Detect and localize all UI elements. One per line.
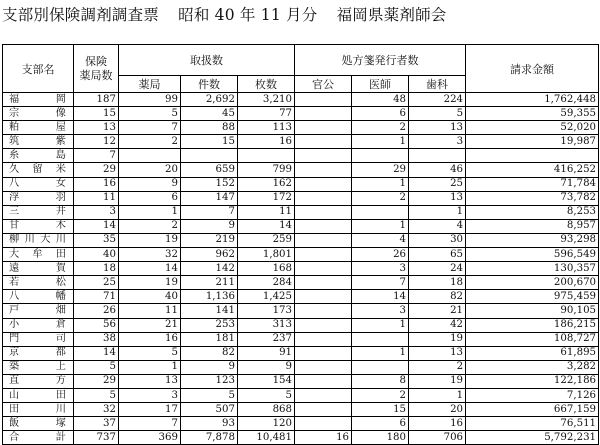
table-row: [3, 276, 599, 290]
handling-cases-cell: 88: [181, 121, 238, 135]
issuer-doctor-cell: 2: [352, 121, 409, 135]
table-row: [3, 233, 599, 247]
handling-sheets-cell: 168: [238, 262, 295, 276]
issuer-dentist-cell: 3: [409, 135, 466, 149]
branch-name-cell: 京 都: [3, 346, 74, 360]
issuer-doctor-cell: [352, 149, 409, 163]
handling-cases-cell: 152: [181, 177, 238, 191]
issuer-dentist-cell: 20: [409, 403, 466, 417]
issuer-public-cell: [295, 374, 352, 388]
claim-amount-cell: 52,020: [466, 121, 599, 135]
claim-amount-cell: 61,895: [466, 346, 599, 360]
handling-cases-cell: 1,136: [181, 290, 238, 304]
issuer-public-cell: [295, 360, 352, 374]
handling-pharmacies-cell: 1: [119, 360, 181, 374]
handling-cases-cell: 9: [181, 360, 238, 374]
claim-amount-cell: 76,511: [466, 417, 599, 431]
branch-name-cell: 門 司: [3, 332, 74, 346]
header-pharmacies: [74, 45, 119, 93]
claim-amount-cell: 59,355: [466, 107, 599, 121]
branch-name-cell: 三 井: [3, 205, 74, 219]
table-row: [3, 403, 599, 417]
handling-cases-cell: 9: [181, 219, 238, 233]
handling-cases-cell: 7,878: [181, 431, 238, 445]
branch-name-cell: 八 女: [3, 177, 74, 191]
claim-amount-cell: [466, 149, 599, 163]
handling-cases-cell: 181: [181, 332, 238, 346]
table-row: [3, 374, 599, 388]
header-handling-cases: 件数: [181, 76, 238, 93]
claim-amount-cell: 186,215: [466, 318, 599, 332]
branch-name-cell: 福 岡: [3, 93, 74, 107]
branch-name-cell: 大 牟 田: [3, 248, 74, 262]
handling-cases-cell: 659: [181, 163, 238, 177]
pharmacy-count-cell: 14: [74, 219, 119, 233]
table-row: [3, 262, 599, 276]
handling-pharmacies-cell: 7: [119, 121, 181, 135]
handling-sheets-cell: 113: [238, 121, 295, 135]
handling-cases-cell: 5: [181, 388, 238, 402]
claim-amount-cell: 596,549: [466, 248, 599, 262]
handling-pharmacies-cell: 5: [119, 107, 181, 121]
branch-name-cell: 戸 畑: [3, 304, 74, 318]
header-issuer-public: 官公: [295, 76, 352, 93]
table-row: [3, 149, 599, 163]
handling-sheets-cell: 1,801: [238, 248, 295, 262]
handling-cases-cell: 15: [181, 135, 238, 149]
handling-pharmacies-cell: 16: [119, 332, 181, 346]
issuer-doctor-cell: 7: [352, 276, 409, 290]
title-period: 昭和 40 年 11 月分: [178, 6, 318, 24]
handling-sheets-cell: 1,425: [238, 290, 295, 304]
handling-sheets-cell: [238, 149, 295, 163]
header-pharmacies-line: 薬局数: [79, 68, 113, 82]
header-issuer-doctor: 医師: [352, 76, 409, 93]
handling-sheets-cell: 868: [238, 403, 295, 417]
handling-sheets-cell: 5: [238, 388, 295, 402]
claim-amount-cell: 122,186: [466, 374, 599, 388]
table-row: [3, 107, 599, 121]
pharmacy-count-cell: 32: [74, 403, 119, 417]
issuer-public-cell: [295, 417, 352, 431]
issuer-dentist-cell: 706: [409, 431, 466, 445]
handling-pharmacies-cell: 20: [119, 163, 181, 177]
table-row: [3, 332, 599, 346]
issuer-dentist-cell: 13: [409, 121, 466, 135]
handling-pharmacies-cell: 369: [119, 431, 181, 445]
issuer-doctor-cell: 3: [352, 262, 409, 276]
table-row: [3, 163, 599, 177]
handling-sheets-cell: 799: [238, 163, 295, 177]
title-text: 支部別保険調剤調査票: [2, 6, 160, 24]
issuer-public-cell: [295, 191, 352, 205]
pharmacy-count-cell: 737: [74, 431, 119, 445]
issuer-doctor-cell: [352, 205, 409, 219]
pharmacy-count-cell: 3: [74, 205, 119, 219]
claim-amount-cell: 975,459: [466, 290, 599, 304]
header-issuer-dentist: 歯科: [409, 76, 466, 93]
issuer-doctor-cell: 8: [352, 374, 409, 388]
issuer-doctor-cell: 29: [352, 163, 409, 177]
handling-sheets-cell: 259: [238, 233, 295, 247]
pharmacy-count-cell: 35: [74, 233, 119, 247]
handling-cases-cell: 141: [181, 304, 238, 318]
handling-cases-cell: 123: [181, 374, 238, 388]
issuer-public-cell: [295, 318, 352, 332]
pharmacy-count-cell: 29: [74, 374, 119, 388]
pharmacy-count-cell: 40: [74, 248, 119, 262]
handling-pharmacies-cell: 2: [119, 135, 181, 149]
issuer-doctor-cell: [352, 332, 409, 346]
issuer-dentist-cell: 46: [409, 163, 466, 177]
header-handling-sheets: 枚数: [238, 76, 295, 93]
branch-name-cell: 柳川大川: [3, 233, 74, 247]
handling-pharmacies-cell: 21: [119, 318, 181, 332]
claim-amount-cell: 19,987: [466, 135, 599, 149]
claim-amount-cell: 7,126: [466, 388, 599, 402]
issuer-public-cell: [295, 388, 352, 402]
title-org: 福岡県薬剤師会: [336, 6, 447, 24]
branch-name-cell: 甘 木: [3, 219, 74, 233]
issuer-public-cell: [295, 290, 352, 304]
issuer-doctor-cell: 14: [352, 290, 409, 304]
table-row: [3, 304, 599, 318]
issuer-doctor-cell: 2: [352, 191, 409, 205]
pharmacy-count-cell: 18: [74, 262, 119, 276]
issuer-dentist-cell: 19: [409, 374, 466, 388]
claim-amount-cell: 8,957: [466, 219, 599, 233]
issuer-dentist-cell: 30: [409, 233, 466, 247]
issuer-doctor-cell: 1: [352, 177, 409, 191]
handling-pharmacies-cell: 3: [119, 388, 181, 402]
handling-sheets-cell: 237: [238, 332, 295, 346]
pharmacy-count-cell: 26: [74, 304, 119, 318]
issuer-dentist-cell: 65: [409, 248, 466, 262]
handling-pharmacies-cell: [119, 149, 181, 163]
handling-pharmacies-cell: 32: [119, 248, 181, 262]
issuer-doctor-cell: 1: [352, 346, 409, 360]
handling-sheets-cell: 11: [238, 205, 295, 219]
issuer-doctor-cell: 6: [352, 417, 409, 431]
handling-sheets-cell: 313: [238, 318, 295, 332]
issuer-public-cell: [295, 149, 352, 163]
issuer-doctor-cell: 1: [352, 219, 409, 233]
table-row: [3, 248, 599, 262]
branch-name-cell: 山 田: [3, 388, 74, 402]
claim-amount-cell: 667,159: [466, 403, 599, 417]
table-row: [3, 135, 599, 149]
handling-cases-cell: 253: [181, 318, 238, 332]
issuer-dentist-cell: 1: [409, 388, 466, 402]
issuer-dentist-cell: 82: [409, 290, 466, 304]
pharmacy-count-cell: 5: [74, 360, 119, 374]
pharmacy-count-cell: 14: [74, 346, 119, 360]
table-row: [3, 388, 599, 402]
handling-cases-cell: 507: [181, 403, 238, 417]
header-handling: 取扱数: [119, 45, 295, 76]
issuer-public-cell: [295, 262, 352, 276]
table-body: [3, 93, 599, 445]
issuer-public-cell: [295, 205, 352, 219]
issuer-dentist-cell: 1: [409, 205, 466, 219]
header-amount: 請求金額: [466, 45, 599, 93]
branch-name-cell: 久 留 米: [3, 163, 74, 177]
issuer-public-cell: [295, 107, 352, 121]
issuer-public-cell: [295, 135, 352, 149]
table-row: [3, 177, 599, 191]
claim-amount-cell: 416,252: [466, 163, 599, 177]
issuer-public-cell: [295, 332, 352, 346]
issuer-public-cell: 16: [295, 431, 352, 445]
issuer-dentist-cell: 16: [409, 417, 466, 431]
claim-amount-cell: 108,727: [466, 332, 599, 346]
issuer-public-cell: [295, 219, 352, 233]
branch-name-cell: 筑 紫: [3, 135, 74, 149]
issuer-public-cell: [295, 276, 352, 290]
pharmacy-count-cell: 12: [74, 135, 119, 149]
handling-pharmacies-cell: 19: [119, 276, 181, 290]
pharmacy-count-cell: 11: [74, 191, 119, 205]
issuer-dentist-cell: 42: [409, 318, 466, 332]
branch-name-cell: 浮 羽: [3, 191, 74, 205]
document-title: [2, 3, 598, 27]
handling-sheets-cell: 172: [238, 191, 295, 205]
handling-sheets-cell: 120: [238, 417, 295, 431]
claim-amount-cell: 5,792,231: [466, 431, 599, 445]
handling-sheets-cell: 284: [238, 276, 295, 290]
issuer-doctor-cell: [352, 360, 409, 374]
issuer-doctor-cell: 26: [352, 248, 409, 262]
pharmacy-count-cell: 25: [74, 276, 119, 290]
handling-sheets-cell: 14: [238, 219, 295, 233]
branch-name-cell: 直 方: [3, 374, 74, 388]
handling-cases-cell: 962: [181, 248, 238, 262]
handling-cases-cell: [181, 149, 238, 163]
table-row: [3, 417, 599, 431]
branch-name-cell: 遠 賀: [3, 262, 74, 276]
handling-cases-cell: 211: [181, 276, 238, 290]
claim-amount-cell: 8,253: [466, 205, 599, 219]
survey-table: [2, 44, 599, 445]
handling-pharmacies-cell: 99: [119, 93, 181, 107]
pharmacy-count-cell: 15: [74, 107, 119, 121]
branch-name-cell: 小 倉: [3, 318, 74, 332]
handling-sheets-cell: 77: [238, 107, 295, 121]
issuer-doctor-cell: 180: [352, 431, 409, 445]
handling-sheets-cell: 154: [238, 374, 295, 388]
issuer-dentist-cell: 24: [409, 262, 466, 276]
issuer-dentist-cell: 13: [409, 191, 466, 205]
handling-cases-cell: 7: [181, 205, 238, 219]
claim-amount-cell: 1,762,448: [466, 93, 599, 107]
handling-pharmacies-cell: 7: [119, 417, 181, 431]
table-row: [3, 290, 599, 304]
issuer-doctor-cell: 15: [352, 403, 409, 417]
issuer-dentist-cell: 4: [409, 219, 466, 233]
pharmacy-count-cell: 56: [74, 318, 119, 332]
handling-sheets-cell: 162: [238, 177, 295, 191]
handling-sheets-cell: 9: [238, 360, 295, 374]
handling-pharmacies-cell: 2: [119, 219, 181, 233]
table-row: [3, 191, 599, 205]
handling-pharmacies-cell: 14: [119, 262, 181, 276]
issuer-public-cell: [295, 93, 352, 107]
table-row: [3, 219, 599, 233]
branch-name-cell: 築 上: [3, 360, 74, 374]
issuer-doctor-cell: 3: [352, 304, 409, 318]
issuer-doctor-cell: 2: [352, 388, 409, 402]
header-branch: 支部名: [3, 45, 74, 93]
issuer-public-cell: [295, 177, 352, 191]
pharmacy-count-cell: 29: [74, 163, 119, 177]
handling-cases-cell: 82: [181, 346, 238, 360]
claim-amount-cell: 200,670: [466, 276, 599, 290]
pharmacy-count-cell: 13: [74, 121, 119, 135]
handling-sheets-cell: 91: [238, 346, 295, 360]
pharmacy-count-cell: 71: [74, 290, 119, 304]
handling-cases-cell: 45: [181, 107, 238, 121]
handling-sheets-cell: 3,210: [238, 93, 295, 107]
pharmacy-count-cell: 37: [74, 417, 119, 431]
handling-pharmacies-cell: 17: [119, 403, 181, 417]
pharmacy-count-cell: 38: [74, 332, 119, 346]
issuer-public-cell: [295, 121, 352, 135]
branch-name-cell: 宗 像: [3, 107, 74, 121]
claim-amount-cell: 73,782: [466, 191, 599, 205]
issuer-dentist-cell: [409, 149, 466, 163]
header-handling-pharmacy: 薬局: [119, 76, 181, 93]
table-row: [3, 318, 599, 332]
issuer-public-cell: [295, 304, 352, 318]
handling-pharmacies-cell: 1: [119, 205, 181, 219]
issuer-dentist-cell: 13: [409, 346, 466, 360]
handling-cases-cell: 219: [181, 233, 238, 247]
header-issuers: 処方箋発行者数: [295, 45, 466, 76]
claim-amount-cell: 71,784: [466, 177, 599, 191]
issuer-dentist-cell: 25: [409, 177, 466, 191]
handling-sheets-cell: 10,481: [238, 431, 295, 445]
claim-amount-cell: 130,357: [466, 262, 599, 276]
branch-name-cell: 八 幡: [3, 290, 74, 304]
issuer-dentist-cell: 5: [409, 107, 466, 121]
handling-pharmacies-cell: 11: [119, 304, 181, 318]
claim-amount-cell: 90,105: [466, 304, 599, 318]
issuer-dentist-cell: 2: [409, 360, 466, 374]
table-row: [3, 346, 599, 360]
issuer-public-cell: [295, 346, 352, 360]
branch-name-cell: 粕 屋: [3, 121, 74, 135]
issuer-doctor-cell: 1: [352, 135, 409, 149]
branch-name-cell: 田 川: [3, 403, 74, 417]
table-row: [3, 121, 599, 135]
issuer-doctor-cell: 1: [352, 318, 409, 332]
pharmacy-count-cell: 7: [74, 149, 119, 163]
claim-amount-cell: 3,282: [466, 360, 599, 374]
table-row: [3, 205, 599, 219]
handling-sheets-cell: 173: [238, 304, 295, 318]
header-pharmacies-line: 保険: [85, 54, 107, 68]
handling-sheets-cell: 16: [238, 135, 295, 149]
branch-name-cell: 合 計: [3, 431, 74, 445]
issuer-doctor-cell: 4: [352, 233, 409, 247]
handling-cases-cell: 142: [181, 262, 238, 276]
pharmacy-count-cell: 16: [74, 177, 119, 191]
handling-pharmacies-cell: 5: [119, 346, 181, 360]
pharmacy-count-cell: 187: [74, 93, 119, 107]
handling-pharmacies-cell: 6: [119, 191, 181, 205]
claim-amount-cell: 93,298: [466, 233, 599, 247]
handling-cases-cell: 147: [181, 191, 238, 205]
pharmacy-count-cell: 5: [74, 388, 119, 402]
handling-cases-cell: 2,692: [181, 93, 238, 107]
issuer-dentist-cell: 18: [409, 276, 466, 290]
table-row: [3, 360, 599, 374]
handling-pharmacies-cell: 9: [119, 177, 181, 191]
issuer-dentist-cell: 224: [409, 93, 466, 107]
handling-pharmacies-cell: 19: [119, 233, 181, 247]
issuer-doctor-cell: 48: [352, 93, 409, 107]
branch-name-cell: 若 松: [3, 276, 74, 290]
branch-name-cell: 飯 塚: [3, 417, 74, 431]
handling-pharmacies-cell: 40: [119, 290, 181, 304]
handling-cases-cell: 93: [181, 417, 238, 431]
issuer-dentist-cell: 21: [409, 304, 466, 318]
branch-name-cell: 糸 島: [3, 149, 74, 163]
issuer-public-cell: [295, 163, 352, 177]
table-row: [3, 93, 599, 107]
issuer-public-cell: [295, 233, 352, 247]
issuer-doctor-cell: 6: [352, 107, 409, 121]
issuer-dentist-cell: 19: [409, 332, 466, 346]
issuer-public-cell: [295, 403, 352, 417]
handling-pharmacies-cell: 13: [119, 374, 181, 388]
issuer-public-cell: [295, 248, 352, 262]
